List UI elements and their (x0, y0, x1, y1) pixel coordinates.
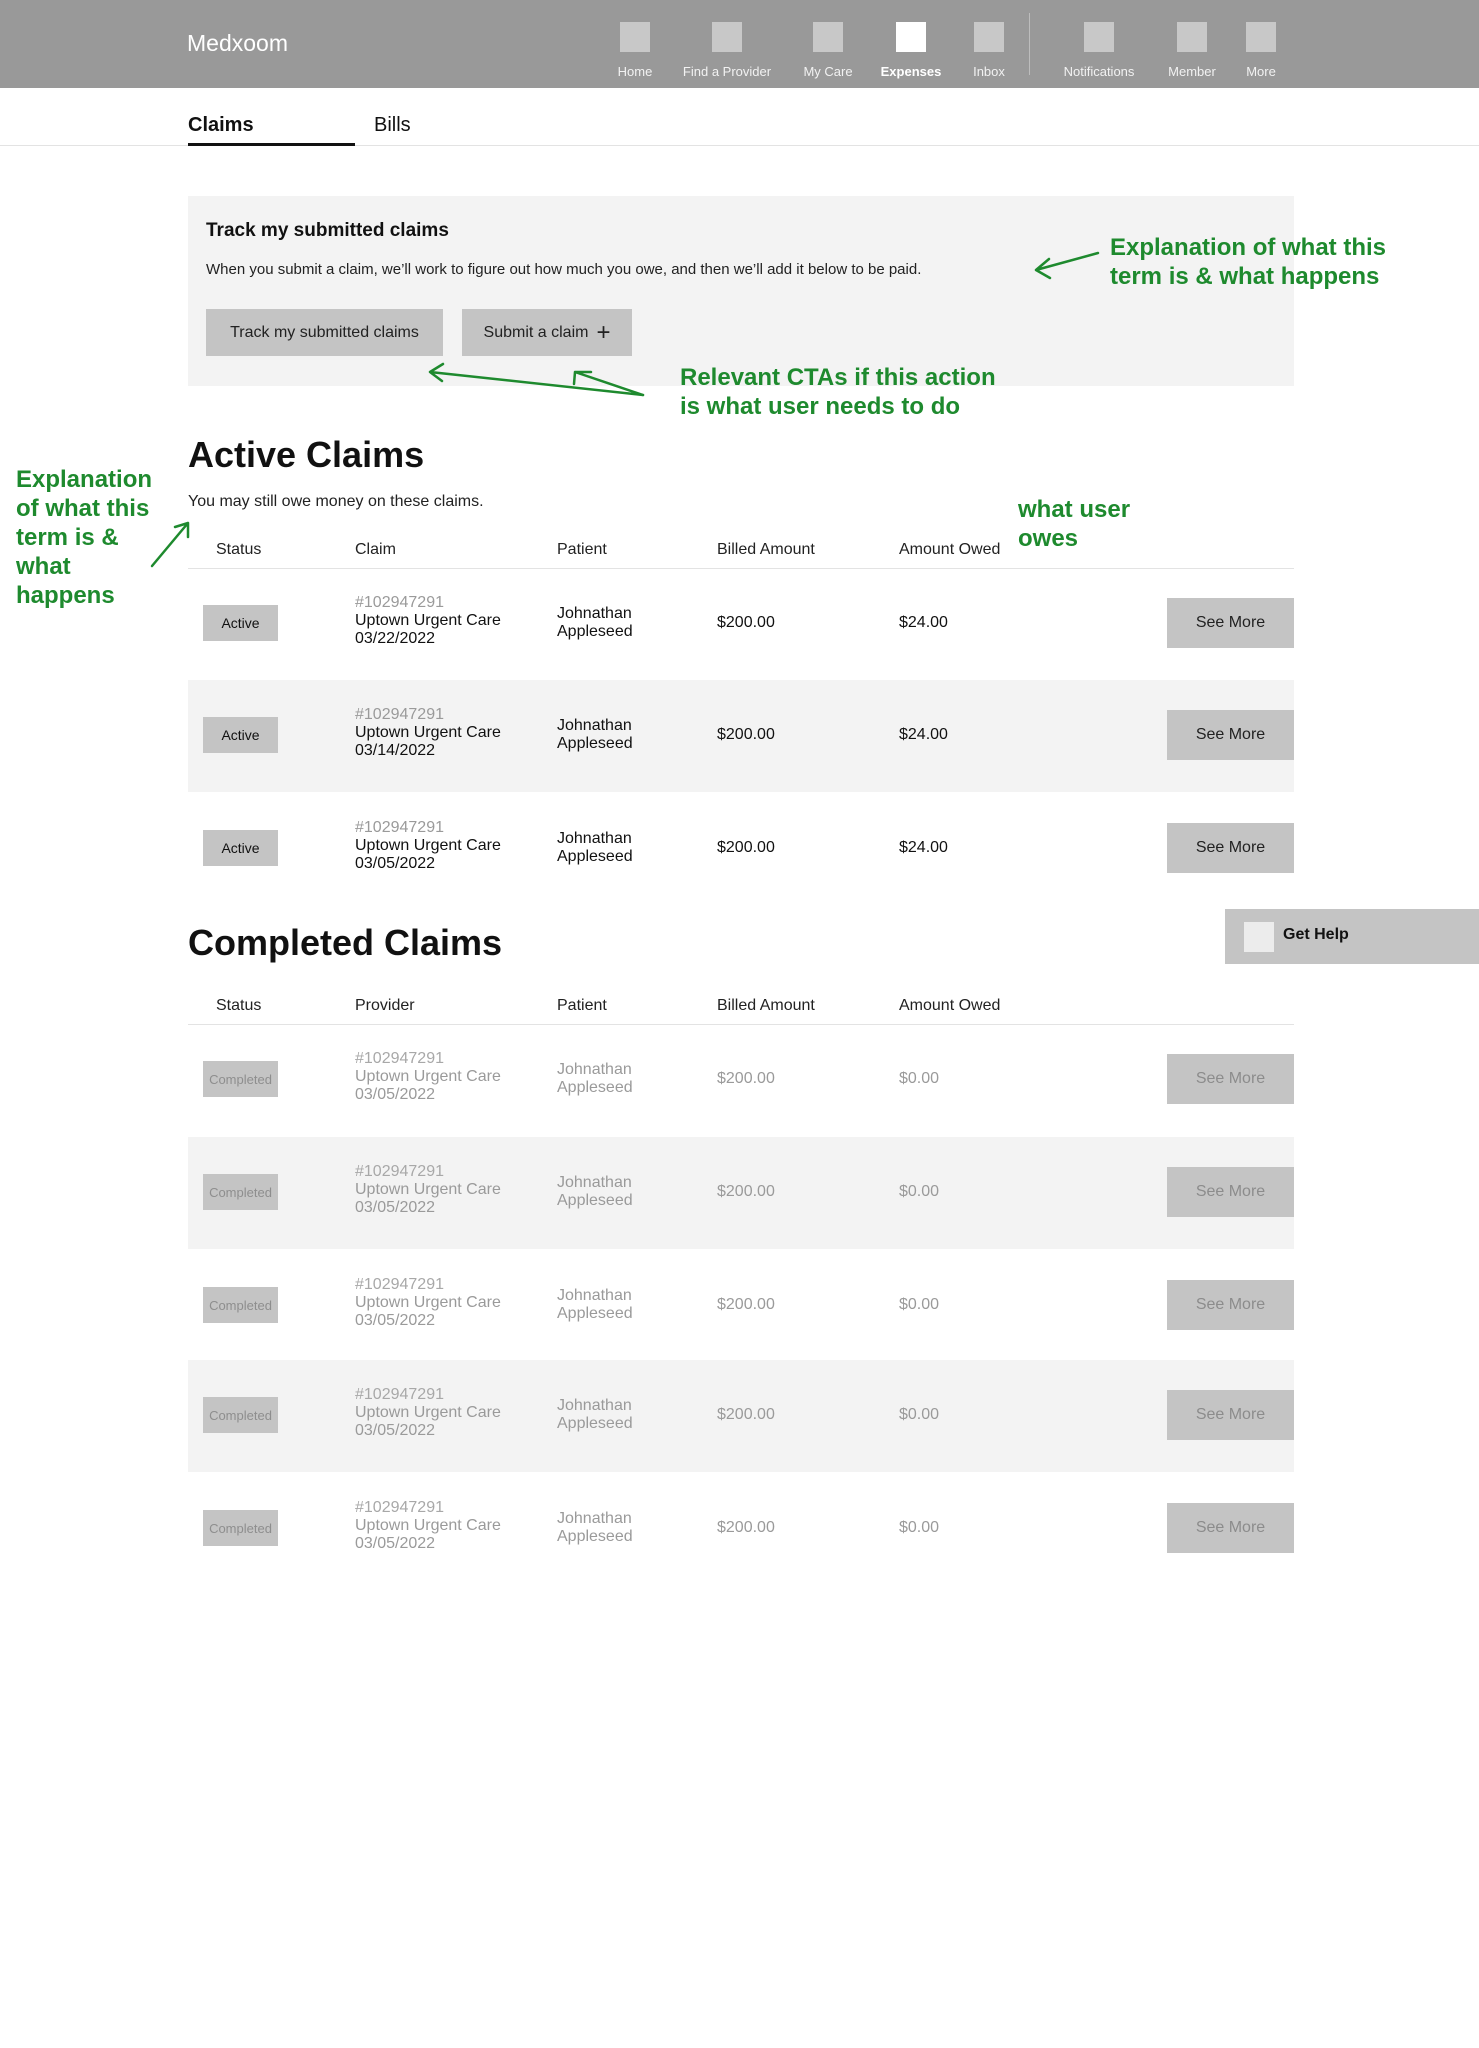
table-row (188, 680, 1294, 792)
annotation-line: what (16, 553, 71, 580)
find-provider-icon (712, 22, 742, 52)
claim-date: 03/14/2022 (355, 742, 436, 759)
help-icon (1244, 922, 1274, 952)
claim-info (355, 1050, 501, 1104)
column-header-billed-amount: Billed Amount (717, 541, 815, 558)
annotation-panel-explanation (1110, 233, 1386, 291)
claim-provider: Uptown Urgent Care (355, 612, 501, 629)
claim-provider: Uptown Urgent Care (355, 837, 501, 854)
table-row (188, 1473, 1294, 1585)
patient-first-name: Johnathan (557, 830, 632, 847)
arrow-to-status-column (152, 523, 188, 566)
claim-id: #102947291 (355, 819, 444, 836)
see-more-button[interactable]: See More (1167, 598, 1294, 648)
top-nav-bar (0, 0, 1479, 88)
table-row (188, 1024, 1294, 1136)
amount-owed: $24.00 (899, 726, 948, 743)
status-badge: Completed (203, 1510, 278, 1546)
track-claims-button[interactable] (206, 309, 443, 356)
claim-info (355, 819, 501, 873)
notifications-icon (1084, 22, 1114, 52)
track-claims-panel (188, 196, 1294, 386)
see-more-button[interactable]: See More (1167, 1280, 1294, 1330)
patient-first-name: Johnathan (557, 1174, 632, 1191)
claim-info (355, 1386, 501, 1440)
amount-owed: $0.00 (899, 1183, 940, 1200)
patient-name (557, 1287, 677, 1323)
panel-description: When you submit a claim, we’ll work to figure out how much you owe, and then we’ll add it below to be paid. (206, 261, 922, 278)
claim-info (355, 594, 501, 648)
column-header-amount-owed: Amount Owed (899, 541, 1001, 558)
claim-provider: Uptown Urgent Care (355, 1404, 501, 1421)
amount-owed: $24.00 (899, 839, 948, 856)
nav-label: Expenses (880, 64, 942, 79)
claim-date: 03/05/2022 (355, 1312, 436, 1329)
claim-date: 03/05/2022 (355, 855, 436, 872)
claim-date: 03/05/2022 (355, 1422, 436, 1439)
patient-last-name: Appleseed (557, 1415, 633, 1432)
column-header-claim: Claim (355, 541, 396, 558)
billed-amount: $200.00 (717, 1070, 775, 1087)
billed-amount: $200.00 (717, 1183, 775, 1200)
claim-info (355, 1163, 501, 1217)
column-header-patient: Patient (557, 541, 607, 558)
claim-date: 03/05/2022 (355, 1199, 436, 1216)
annotation-status-explanation (16, 465, 152, 610)
claim-id: #102947291 (355, 1276, 444, 1293)
column-header-status: Status (216, 541, 262, 558)
patient-last-name: Appleseed (557, 848, 633, 865)
billed-amount: $200.00 (717, 726, 775, 743)
table-row (188, 1250, 1294, 1362)
see-more-button[interactable]: See More (1167, 1167, 1294, 1217)
status-badge: Completed (203, 1061, 278, 1097)
billed-amount: $200.00 (717, 1296, 775, 1313)
inbox-icon (974, 22, 1004, 52)
nav-label: Home (617, 64, 653, 79)
annotation-line: Explanation of what this (1110, 234, 1387, 261)
status-badge: Completed (203, 1397, 278, 1433)
claim-date: 03/05/2022 (355, 1086, 436, 1103)
annotation-line: term is & (16, 524, 119, 551)
patient-last-name: Appleseed (557, 1305, 633, 1322)
status-badge: Active (203, 830, 278, 866)
annotation-line: Relevant CTAs if this action (680, 364, 996, 391)
get-help-button[interactable] (1225, 909, 1479, 964)
status-badge: Completed (203, 1174, 278, 1210)
patient-first-name: Johnathan (557, 1397, 632, 1414)
patient-first-name: Johnathan (557, 1510, 632, 1527)
claim-id: #102947291 (355, 1499, 444, 1516)
patient-first-name: Johnathan (557, 605, 632, 622)
see-more-button[interactable]: See More (1167, 1503, 1294, 1553)
annotation-amount-owed (1018, 495, 1130, 553)
plus-icon: + (596, 318, 611, 346)
patient-first-name: Johnathan (557, 717, 632, 734)
see-more-button[interactable]: See More (1167, 710, 1294, 760)
annotation-line: happens (16, 582, 115, 609)
amount-owed: $24.00 (899, 614, 948, 631)
annotation-cta (680, 363, 996, 421)
nav-inbox[interactable] (929, 22, 1049, 79)
column-header-billed-amount: Billed Amount (717, 997, 815, 1014)
status-badge: Active (203, 605, 278, 641)
annotation-line: Explanation (16, 466, 153, 493)
patient-last-name: Appleseed (557, 1192, 633, 1209)
patient-name (557, 717, 677, 753)
billed-amount: $200.00 (717, 1519, 775, 1536)
billed-amount: $200.00 (717, 1406, 775, 1423)
claim-id: #102947291 (355, 1050, 444, 1067)
annotation-line: is what user needs to do (680, 393, 961, 420)
nav-label: More (1246, 64, 1276, 79)
claim-id: #102947291 (355, 1386, 444, 1403)
annotation-line: of what this (16, 495, 150, 522)
table-row (188, 793, 1294, 905)
claim-provider: Uptown Urgent Care (355, 1517, 501, 1534)
nav-more[interactable] (1201, 22, 1321, 79)
brand-logo[interactable]: Medxoom (187, 30, 288, 56)
table-row (188, 568, 1294, 680)
patient-name (557, 1061, 677, 1097)
completed-claims-title: Completed Claims (188, 922, 503, 963)
column-header-amount-owed: Amount Owed (899, 997, 1001, 1014)
billed-amount: $200.00 (717, 614, 775, 631)
active-tab-indicator (188, 143, 355, 146)
patient-last-name: Appleseed (557, 1079, 633, 1096)
tab-claims[interactable]: Claims (188, 114, 254, 136)
active-claims-title: Active Claims (188, 434, 425, 475)
claim-provider: Uptown Urgent Care (355, 1294, 501, 1311)
claim-info (355, 706, 501, 760)
button-label: Submit a claim (483, 323, 589, 341)
get-help-label: Get Help (1283, 926, 1349, 943)
claim-provider: Uptown Urgent Care (355, 1181, 501, 1198)
see-more-button[interactable]: See More (1167, 823, 1294, 873)
patient-last-name: Appleseed (557, 623, 633, 640)
patient-first-name: Johnathan (557, 1061, 632, 1078)
column-header-status: Status (216, 997, 262, 1014)
patient-first-name: Johnathan (557, 1287, 632, 1304)
patient-name (557, 830, 677, 866)
expenses-icon (896, 22, 926, 52)
status-badge: Completed (203, 1287, 278, 1323)
table-row (188, 1137, 1294, 1249)
patient-name (557, 1397, 677, 1433)
panel-title: Track my submitted claims (206, 220, 449, 241)
status-badge: Active (203, 717, 278, 753)
my-care-icon (813, 22, 843, 52)
more-icon (1246, 22, 1276, 52)
nav-label: Find a Provider (682, 64, 772, 79)
home-icon (620, 22, 650, 52)
annotation-line: what user (1018, 496, 1131, 523)
amount-owed: $0.00 (899, 1070, 940, 1087)
claim-info (355, 1276, 501, 1330)
table-row (188, 1360, 1294, 1472)
nav-label: Notifications (1063, 64, 1135, 79)
see-more-button[interactable]: See More (1167, 1054, 1294, 1104)
nav-label: My Care (803, 64, 853, 79)
claim-provider: Uptown Urgent Care (355, 1068, 501, 1085)
amount-owed: $0.00 (899, 1519, 940, 1536)
see-more-button[interactable]: See More (1167, 1390, 1294, 1440)
annotation-line: owes (1018, 525, 1079, 552)
nav-label: Member (1168, 64, 1216, 79)
button-label: Track my submitted claims (230, 323, 419, 341)
claim-provider: Uptown Urgent Care (355, 724, 501, 741)
nav-divider (1029, 13, 1030, 75)
column-header-provider: Provider (355, 997, 415, 1014)
claim-date: 03/22/2022 (355, 630, 436, 647)
submit-claim-button[interactable] (462, 309, 632, 356)
claim-id: #102947291 (355, 706, 444, 723)
patient-last-name: Appleseed (557, 735, 633, 752)
patient-name (557, 1174, 677, 1210)
active-claims-subtitle: You may still owe money on these claims. (188, 493, 484, 510)
claim-id: #102947291 (355, 1163, 444, 1180)
nav-label: Inbox (973, 64, 1005, 79)
tab-bills[interactable]: Bills (374, 114, 411, 136)
patient-last-name: Appleseed (557, 1528, 633, 1545)
annotation-line: term is & what happens (1110, 263, 1380, 290)
amount-owed: $0.00 (899, 1406, 940, 1423)
column-header-patient: Patient (557, 997, 607, 1014)
claim-info (355, 1499, 501, 1553)
amount-owed: $0.00 (899, 1296, 940, 1313)
billed-amount: $200.00 (717, 839, 775, 856)
claim-id: #102947291 (355, 594, 444, 611)
claim-date: 03/05/2022 (355, 1535, 436, 1552)
patient-name (557, 605, 677, 641)
patient-name (557, 1510, 677, 1546)
